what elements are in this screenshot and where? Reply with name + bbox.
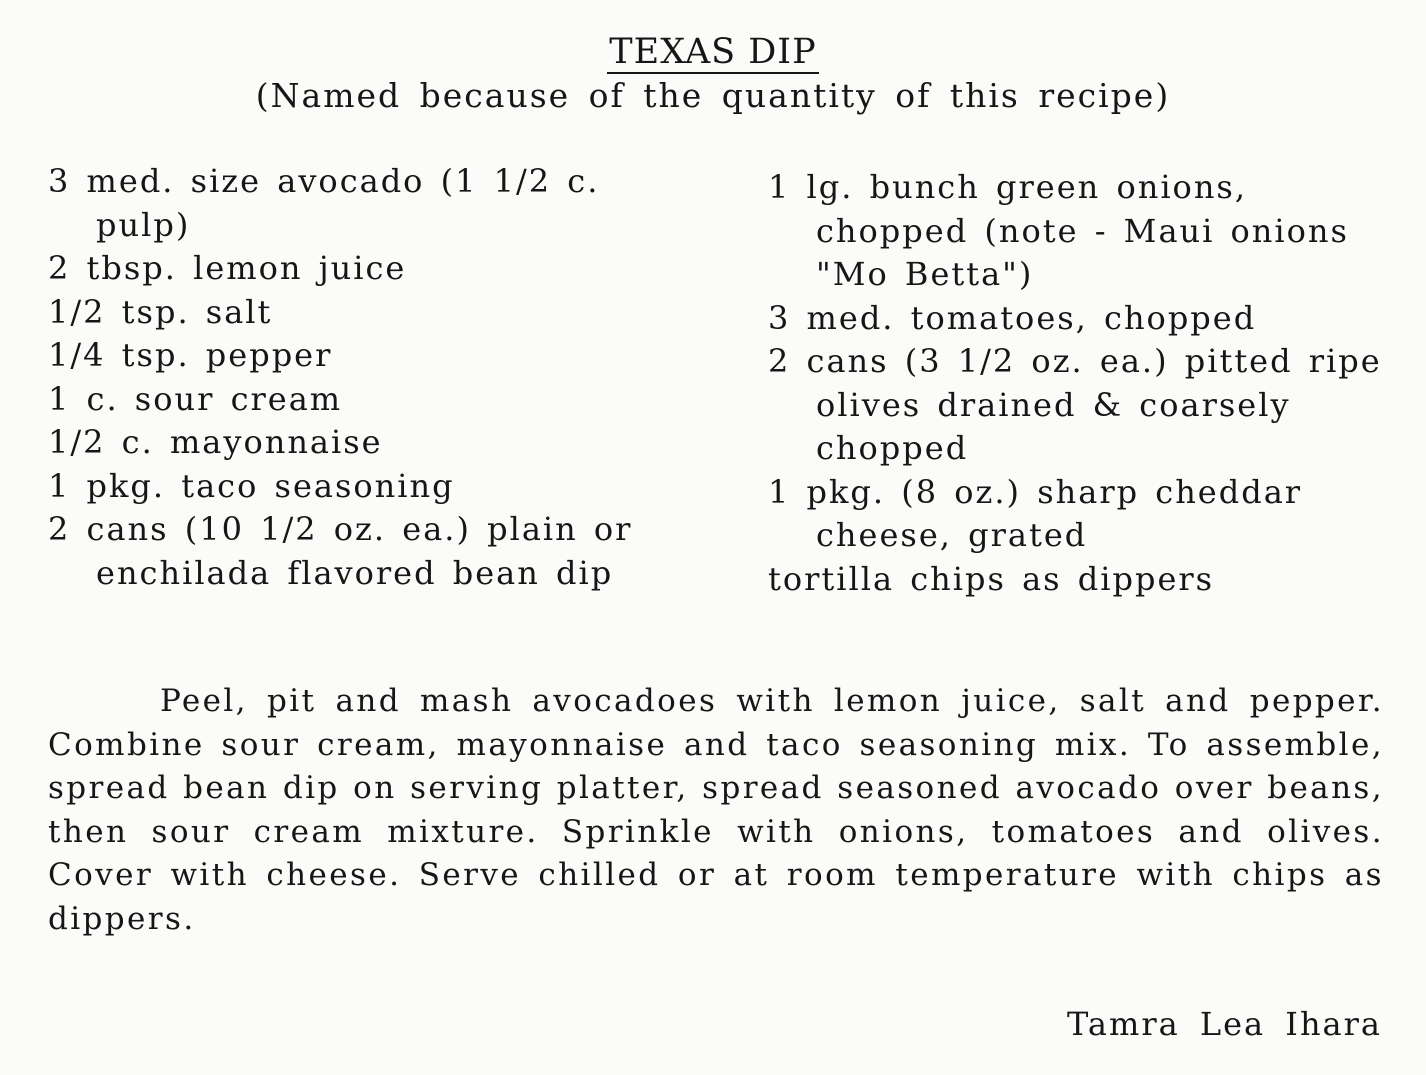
recipe-instructions: Peel, pit and mash avocadoes with lemon juice, salt and pepper. Combine sour cream, mayonnaise and taco seasoning mix. To assemble, spread bean dip on serving platter, spread seasoned avocado over beans, then sour cream mixture. Sprinkle with onions, tomatoes and olives. Cover with cheese. Serve chilled or at room temperature with chips as dippers. [48, 683, 1384, 937]
ingredient-item: 3 med. size avocado (1 1/2 c. pulp) [48, 162, 600, 244]
recipe-author: Tamra Lea Ihara [1067, 1005, 1382, 1043]
ingredient-item: 2 cans (10 1/2 oz. ea.) plain or enchilada flavored bean dip [48, 510, 633, 592]
ingredients-right-column [768, 166, 1408, 601]
recipe-subtitle: (Named because of the quantity of this recipe) [255, 76, 1171, 115]
ingredient-item: 1 pkg. (8 oz.) sharp cheddar cheese, grated [768, 472, 1303, 554]
ingredients-left-column [48, 160, 698, 595]
ingredient-item: 1 lg. bunch green onions, chopped (note - Maui onions "Mo Betta") [768, 168, 1349, 293]
ingredient-item: 1 pkg. taco seasoning [48, 466, 455, 505]
ingredient-item: 1 c. sour cream [48, 379, 343, 418]
ingredient-item: 1/2 tsp. salt [48, 292, 273, 331]
ingredient-item: tortilla chips as dippers [768, 559, 1215, 598]
recipe-title [0, 30, 1426, 74]
ingredient-item: 3 med. tomatoes, chopped [768, 298, 1257, 337]
ingredient-item: 1/4 tsp. pepper [48, 336, 333, 374]
recipe-title-text: TEXAS DIP [609, 32, 817, 72]
ingredient-item: 2 tbsp. lemon juice [48, 249, 407, 287]
ingredient-item: 1/2 c. mayonnaise [48, 423, 383, 461]
ingredient-item: 2 cans (3 1/2 oz. ea.) pitted ripe olives drained & coarsely chopped [768, 342, 1382, 467]
